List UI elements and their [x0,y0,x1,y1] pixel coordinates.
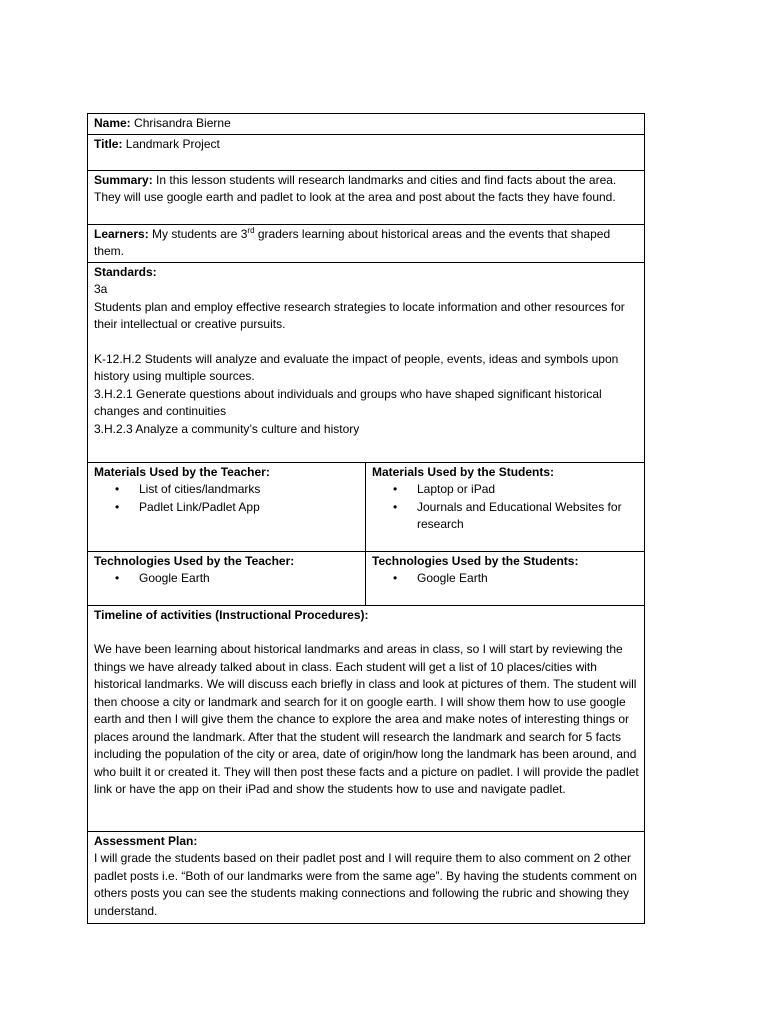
tech-students-cell [366,551,645,605]
learners-text-before: My students are 3 [148,226,248,241]
materials-students-label: Materials Used by the Students: [372,464,555,479]
tech-teacher-label: Technologies Used by the Teacher: [94,553,295,568]
list-item: • List of cities/landmarks [94,481,360,499]
list-item: • Padlet Link/Padlet App [94,499,360,517]
timeline-text: We have been learning about historical landmarks and areas in class, so I will start by reviewing the things we have already talked about in class. Each student will get a list of 10 places/cities with historical landmarks. We will discuss each briefly in class and look at pictures of them. The student will then choose a city or landmark and search for it on google earth. I will show them how to use google earth and then I will give them the chance to explore the area and make notes of interesting things or places around the landmark. After that the student will research the landmark and search for 5 facts including the population of the city or area, date of origin/how long the landmark has been around, and who built it or created it. They will then post these facts and a picture on padlet. I will provide the padlet link or have the app on their iPad and show the students how to use and navigate padlet. [94,642,639,796]
materials-row [88,462,645,551]
materials-students-list [372,481,639,534]
name-value: Chrisandra Bierne [130,116,231,130]
title-label: Title: [94,136,123,151]
materials-teacher-list [94,481,360,516]
materials-teacher-cell [88,462,366,551]
standards-label: Standards: [94,264,157,279]
materials-students-cell [366,462,645,551]
tech-teacher-list [94,570,360,588]
name-label: Name: [94,116,131,130]
assessment-label: Assessment Plan: [94,833,198,848]
summary-label: Summary: [94,172,153,187]
standards-3h21-text: 3.H.2.1 Generate questions about individuals and groups who have shaped significant historical changes and continuities [94,386,602,418]
standards-row [88,262,645,462]
learners-text-after: graders learning about historical areas and the events that shaped them. [94,226,611,258]
title-row [88,134,645,170]
standards-k12-text: K-12.H.2 Students will analyze and evaluate the impact of people, events, ideas and symbols upon history using multiple sources. [94,351,619,383]
summary-text: In this lesson students will research landmarks and cities and find facts about the area. They will use google earth and padlet to look at the area and post about the facts they have found. [94,172,617,204]
standards-iste-text: Students plan and employ effective research strategies to locate information and other resources for their intellectual or creative pursuits. [94,299,625,331]
lesson-plan-table [87,113,645,924]
name-row [88,114,645,135]
standards-3h23-text: 3.H.2.3 Analyze a community’s culture and history [94,421,360,436]
list-item: • Journals and Educational Websites for research [372,499,639,534]
tech-students-list [372,570,639,588]
technologies-row [88,551,645,605]
list-item: • Google Earth [94,570,360,588]
summary-row [88,170,645,224]
tech-students-label: Technologies Used by the Students: [372,553,579,568]
timeline-row [88,605,645,831]
learners-row [88,224,645,262]
timeline-label: Timeline of activities (Instructional Procedures): [94,607,369,622]
list-item: • Laptop or iPad [372,481,639,499]
standards-code: 3a [94,282,108,296]
assessment-row [88,831,645,923]
tech-teacher-cell [88,551,366,605]
learners-grade-suffix: rd [247,225,255,235]
learners-label: Learners: [94,226,149,241]
title-value: Landmark Project [122,136,220,151]
list-item: • Google Earth [372,570,639,588]
assessment-text: I will grade the students based on their padlet post and I will require them to also comment on 2 other padlet posts i.e. “Both of our landmarks were from the same age”. By having the students comment on others posts you can see the students making connections and following the rubric and showing they understand. [94,851,637,918]
materials-teacher-label: Materials Used by the Teacher: [94,464,270,479]
